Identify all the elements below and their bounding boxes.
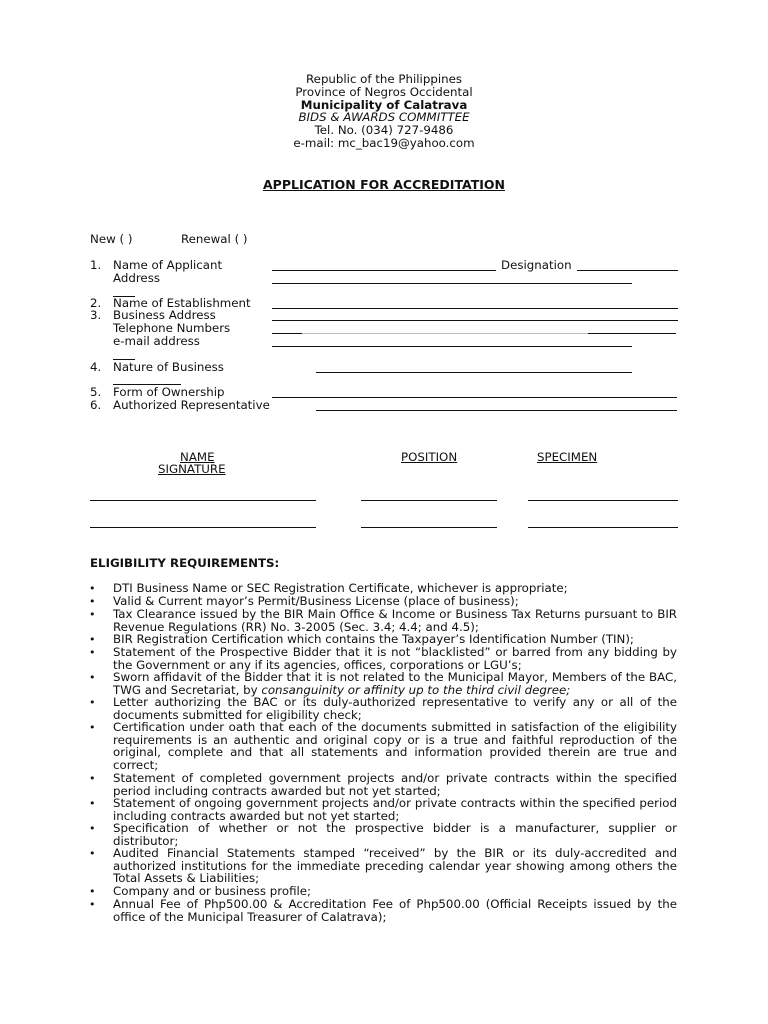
requirement-item: Certification under oath that each of the documents submitted in satisfaction of the eligibility requirements is an authentic and original copy or is a true and faithful reproduction of the original, complete and that all statements and information provided therein are true and correct; — [113, 720, 677, 773]
establishment-name-label: Name of Establishment — [113, 296, 251, 310]
authorized-representative-label: Authorized Representative — [113, 398, 270, 412]
requirement-item: BIR Registration Certification which contains the Taxpayer’s Identification Number (TIN); — [113, 632, 634, 646]
telephone-blank-a[interactable] — [272, 333, 302, 334]
bullet-icon: • — [89, 898, 96, 911]
business-address-blank[interactable] — [272, 320, 678, 321]
field-number: 2. — [90, 296, 102, 310]
requirement-item: Statement of completed government projects and/or private contracts within the specified period including contracts awarded but not yet started; — [113, 771, 677, 798]
requirement-item: Valid & Current mayor’s Permit/Business License (place of business); — [113, 594, 519, 608]
bullet-icon: • — [89, 696, 96, 709]
column-header-specimen: SPECIMEN — [537, 450, 598, 464]
bullet-icon: • — [89, 772, 96, 785]
form-of-ownership-blank-tail[interactable] — [632, 397, 677, 398]
form-of-ownership-label: Form of Ownership — [113, 385, 225, 399]
applicant-name-blank[interactable] — [272, 270, 496, 271]
bullet-icon: • — [89, 646, 96, 659]
page-title: APPLICATION FOR ACCREDITATION — [263, 177, 505, 192]
email-blank[interactable] — [272, 346, 632, 347]
signature-name-blank[interactable] — [90, 500, 316, 501]
header-telephone: Tel. No. (034) 727-9486 — [314, 123, 454, 137]
signature-position-blank[interactable] — [361, 527, 497, 528]
form-of-ownership-blank[interactable] — [272, 397, 632, 398]
field-number: 5. — [90, 385, 102, 399]
nature-of-business-label: Nature of Business — [113, 360, 224, 374]
signature-position-blank[interactable] — [361, 500, 497, 501]
requirement-item: Statement of ongoing government projects and/or private contracts within the specified period including contracts awarded but not yet started; — [113, 796, 677, 823]
requirement-item: Letter authorizing the BAC or its duly-authorized representative to verify any or all of the documents submitted for eligibility check; — [113, 695, 677, 722]
bullet-icon: • — [89, 582, 96, 595]
bullet-icon: • — [89, 721, 96, 734]
field-number: 3. — [90, 308, 102, 322]
bullet-icon: • — [89, 885, 96, 898]
nature-of-business-blank[interactable] — [316, 372, 632, 373]
address-blank[interactable] — [272, 283, 632, 284]
bullet-icon: • — [89, 671, 96, 684]
designation-label: Designation — [501, 258, 572, 272]
bullet-icon: • — [89, 608, 96, 621]
header-email: e-mail: mc_bac19@yahoo.com — [293, 136, 475, 150]
header-province: Province of Negros Occidental — [295, 85, 473, 99]
telephone-blank-c[interactable] — [588, 333, 676, 334]
field-number: 1. — [90, 258, 102, 272]
establishment-name-blank[interactable] — [272, 308, 678, 309]
requirement-item: Statement of the Prospective Bidder that it is not “blacklisted” or barred from any bidding by the Government or any if its agencies, offices, corporations or LGU’s; — [113, 645, 677, 672]
signature-specimen-blank[interactable] — [528, 500, 678, 501]
header-committee: BIDS & AWARDS COMMITTEE — [298, 110, 470, 124]
requirement-item: Specification of whether or not the prospective bidder is a manufacturer, supplier or distributor; — [113, 821, 677, 848]
option-renewal[interactable]: Renewal ( ) — [181, 232, 248, 246]
requirement-item: Company and or business profile; — [113, 884, 312, 898]
bullet-icon: • — [89, 822, 96, 835]
applicant-name-label: Name of Applicant — [113, 258, 223, 272]
requirement-item: Tax Clearance issued by the BIR Main Office & Income or Business Tax Returns pursuant to BIR Revenue Regulations (RR) No. 3-2005 (Sec. 3.4; 4.4; and 4.5); — [113, 607, 677, 634]
eligibility-heading: ELIGIBILITY REQUIREMENTS: — [90, 556, 280, 570]
option-new[interactable]: New ( ) — [90, 232, 133, 246]
bullet-icon: • — [89, 633, 96, 646]
requirement-item: Audited Financial Statements stamped “received” by the BIR or its duly-accredited and authorized institutions for the immediate preceding calendar year showing among others the Total Assets & Liabilities; — [113, 846, 677, 886]
requirement-item: Sworn affidavit of the Bidder that it is not related to the Municipal Mayor, Members of the BAC, TWG and Secretariat, by consanguinity or affinity up to the third civil degree; — [113, 670, 677, 697]
header-municipality: Municipality of Calatrava — [300, 98, 468, 112]
authorized-representative-blank[interactable] — [316, 410, 632, 411]
bullet-icon: • — [89, 797, 96, 810]
authorized-representative-blank-tail[interactable] — [632, 410, 677, 411]
signature-specimen-blank[interactable] — [528, 527, 678, 528]
header-republic: Republic of the Philippines — [306, 72, 462, 86]
requirement-item: DTI Business Name or SEC Registration Certificate, whichever is appropriate; — [113, 581, 568, 595]
bullet-icon: • — [89, 595, 96, 608]
email-label: e-mail address — [113, 334, 200, 348]
address-label: Address — [113, 271, 160, 285]
telephone-blank-b[interactable] — [302, 333, 588, 334]
business-address-label: Business Address — [113, 308, 216, 322]
bullet-icon: • — [89, 847, 96, 860]
column-header-position: POSITION — [401, 450, 458, 464]
column-header-signature: SIGNATURE — [158, 462, 226, 476]
column-header-name: NAME — [180, 450, 215, 464]
field-number: 4. — [90, 360, 102, 374]
designation-blank[interactable] — [577, 270, 678, 271]
requirement-item: Annual Fee of Php500.00 & Accreditation Fee of Php500.00 (Official Receipts issued by the office of the Municipal Treasurer of Calatrava); — [113, 897, 677, 924]
signature-name-blank[interactable] — [90, 527, 316, 528]
field-number: 6. — [90, 398, 102, 412]
telephone-label: Telephone Numbers — [113, 321, 231, 335]
